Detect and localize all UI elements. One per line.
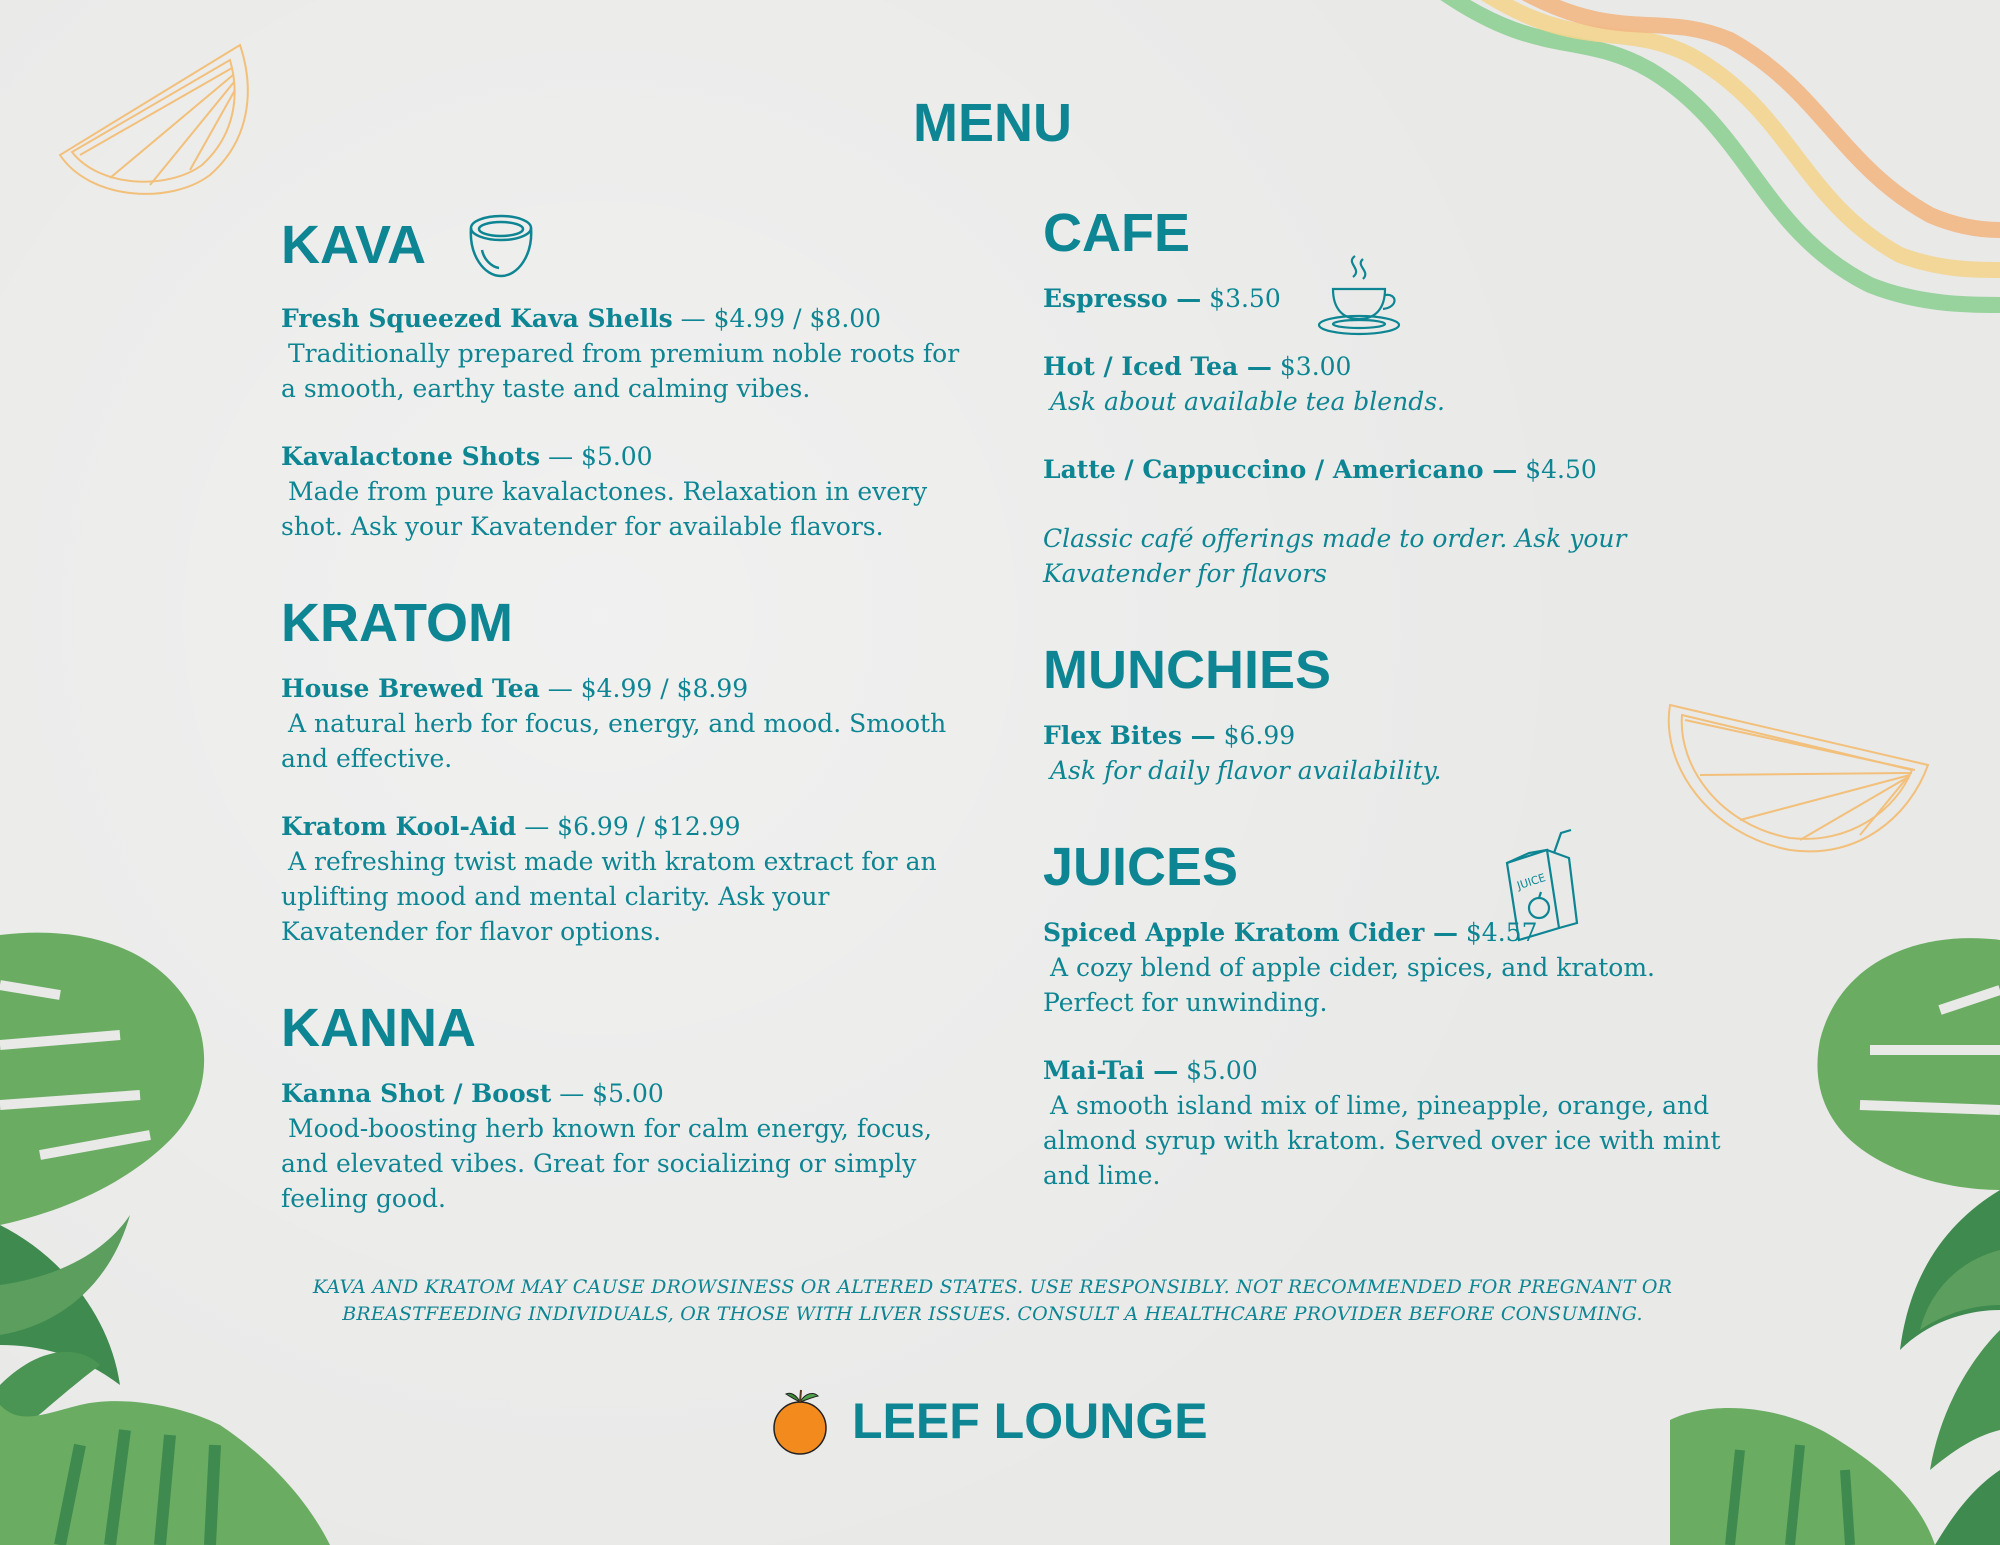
section-cafe (1043, 203, 1733, 591)
item-price: — $6.99 / $12.99 (524, 812, 741, 841)
section-heading: KRATOM (281, 593, 513, 653)
brand-footer (770, 1386, 1208, 1456)
item-description: Ask about available tea blends. (1050, 387, 1445, 416)
orange-icon (770, 1386, 830, 1456)
item-description: A smooth island mix of lime, pineapple, orange, and almond syrup with kratom. Served over ice with mint and lime. (1043, 1091, 1721, 1190)
svg-text:JUICE: JUICE (1515, 871, 1548, 893)
menu-item (1043, 521, 1733, 591)
item-description: Made from pure kavalactones. Relaxation in every shot. Ask your Kavatender for available flavors. (281, 477, 928, 541)
menu-item (281, 440, 971, 544)
menu-item (281, 302, 971, 406)
item-name: Flex Bites — (1043, 721, 1216, 750)
item-name: Kanna Shot / Boost (281, 1079, 552, 1108)
section-heading: CAFE (1043, 203, 1190, 263)
menu-item (281, 672, 971, 776)
item-name: Fresh Squeezed Kava Shells (281, 304, 673, 333)
section-kanna (281, 998, 971, 1216)
coconut-shell-icon (464, 210, 538, 280)
item-description: Mood-boosting herb known for calm energy, focus, and elevated vibes. Great for socializing or simply feeling good. (281, 1114, 933, 1213)
menu-title: MENU (913, 93, 1072, 153)
section-kava (281, 210, 971, 544)
item-name: Mai-Tai — (1043, 1056, 1179, 1085)
item-price: $5.00 (1186, 1056, 1258, 1085)
section-heading: JUICES (1043, 837, 1239, 897)
brand-name: LEEF LOUNGE (852, 1393, 1208, 1449)
item-name: House Brewed Tea (281, 674, 540, 703)
menu-item (1043, 719, 1733, 788)
disclaimer-text: KAVA AND KRATOM MAY CAUSE DROWSINESS OR ALTERED STATES. USE RESPONSIBLY. NOT RECOMMENDED FOR PREGNANT OR BREASTFEEDING INDIVIDUALS, OR THOSE WITH LIVER ISSUES. CONSULT A HEALTHCARE PROVIDER BEFORE CONSUMING. (312, 1276, 1673, 1325)
item-description: A cozy blend of apple cider, spices, and kratom. Perfect for unwinding. (1043, 953, 1655, 1017)
menu-item (281, 1077, 971, 1216)
item-price: — $5.00 (548, 442, 653, 471)
section-juices (1043, 837, 1733, 1193)
section-kratom (281, 593, 971, 949)
left-column (281, 210, 971, 1268)
item-description: Classic café offerings made to order. Ask your Kavatender for flavors (1043, 524, 1627, 588)
item-price: — $5.00 (559, 1079, 664, 1108)
item-description: Ask for daily flavor availability. (1050, 756, 1442, 785)
menu-item (1043, 350, 1733, 419)
item-name: Kavalactone Shots (281, 442, 541, 471)
item-name: Espresso — (1043, 284, 1202, 313)
item-name: Spiced Apple Kratom Cider — (1043, 918, 1458, 947)
item-price: $4.50 (1525, 455, 1597, 484)
section-heading: MUNCHIES (1043, 640, 1332, 700)
coffee-cup-icon (1315, 251, 1405, 341)
item-price: — $4.99 / $8.00 (680, 304, 882, 333)
item-price: — $4.99 / $8.99 (547, 674, 749, 703)
item-price: $4.57 (1465, 918, 1538, 947)
item-description: A natural herb for focus, energy, and mood. Smooth and effective. (281, 709, 947, 773)
menu-item (281, 810, 971, 949)
menu-item (1043, 453, 1733, 487)
item-price: $3.00 (1279, 352, 1352, 381)
menu-item (1043, 1054, 1733, 1193)
item-name: Hot / Iced Tea — (1043, 352, 1272, 381)
section-munchies (1043, 640, 1733, 788)
menu-item (1043, 916, 1733, 1020)
right-column (1043, 203, 1733, 1245)
item-name: Latte / Cappuccino / Americano — (1043, 455, 1518, 484)
section-heading: KAVA (281, 215, 426, 275)
juice-box-icon (1499, 828, 1579, 943)
item-price: $6.99 (1223, 721, 1296, 750)
item-name: Kratom Kool-Aid (281, 812, 517, 841)
item-price: $3.50 (1209, 284, 1281, 313)
item-description: Traditionally prepared from premium noble roots for a smooth, earthy taste and calming vibes. (281, 339, 960, 403)
section-heading: KANNA (281, 998, 476, 1058)
item-description: A refreshing twist made with kratom extract for an uplifting mood and mental clarity. Ask your Kavatender for flavor options. (281, 847, 937, 946)
